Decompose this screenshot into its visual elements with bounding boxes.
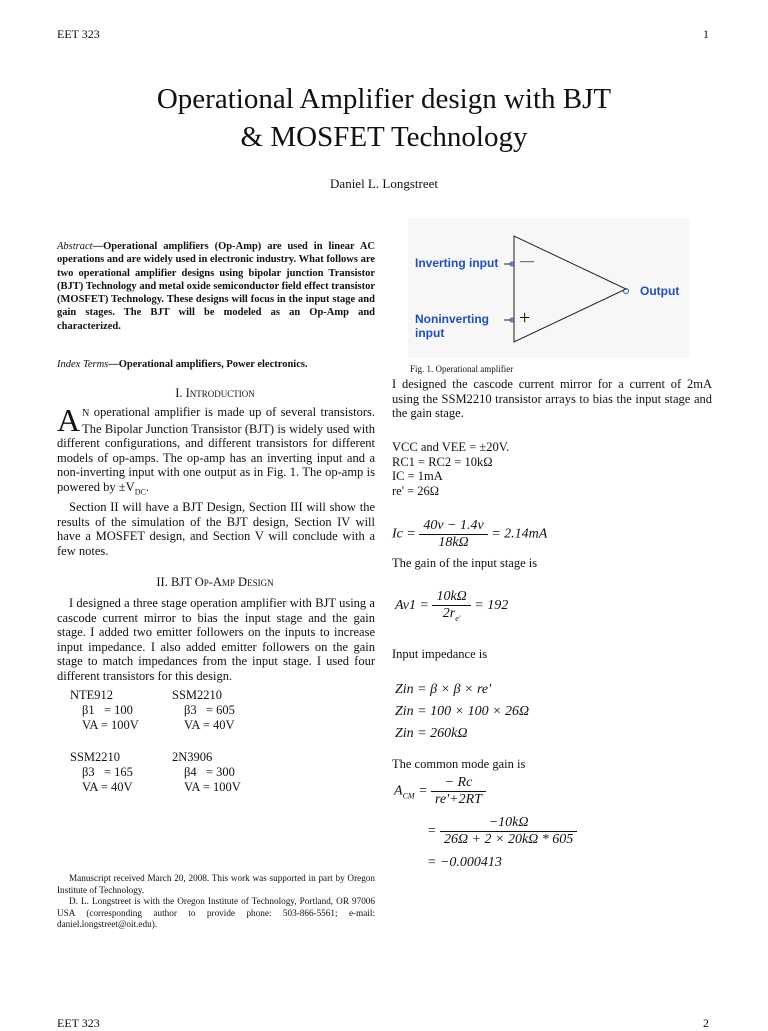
plus-sign: + <box>519 307 531 329</box>
transistor-name: SSM2210 <box>172 688 223 702</box>
noninverting-input-label <box>415 312 489 340</box>
lead-word: N <box>82 408 90 419</box>
acm-lhs: A <box>394 783 403 799</box>
paper-title <box>0 80 768 156</box>
gain-input-text: The gain of the input stage is <box>392 556 538 570</box>
footnote-author: D. L. Longstreet is with the Oregon Institute of Technology, Portland, OR 97006 USA (corresponding author to provide phone: 503-866-5561; e-mail: daniel.longstreet@oit.edu). <box>57 896 375 930</box>
acm-denominator: re'+2RT <box>435 792 482 807</box>
av1-den-text: 2r <box>442 606 456 621</box>
footnote-manuscript: Manuscript received March 20, 2008. This work was supported in part by Oregon Institute of Technology. <box>57 873 375 895</box>
acm-step-2: = $\frac{-10k\Omega}{26\Omega + 2 \times 20k\Omega * 605}$ <box>427 815 577 848</box>
abstract-label: Abstract <box>57 241 93 252</box>
zin-line: Zin = 260kΩ <box>395 726 468 741</box>
transistor-block <box>70 688 180 733</box>
minus-sign: — <box>520 254 534 269</box>
transistor-name: NTE912 <box>70 688 114 702</box>
av1-equation <box>395 589 508 623</box>
para-end: . <box>145 479 149 494</box>
av1-den-subscript: e' <box>455 613 461 623</box>
ic-numerator: 40v − 1.4v <box>419 518 487 535</box>
section-1-para-2: Section II will have a BJT Design, Section III will show the results of the simulation of the BJT design, Section IV will have a MOSFET design, and Section V will conclude with a few notes. <box>57 500 375 558</box>
index-terms <box>57 358 375 371</box>
acm-equation <box>394 775 486 808</box>
av1-denominator <box>432 606 470 623</box>
transistor-beta: β3 = 165 <box>82 765 133 779</box>
output-label: Output <box>640 284 680 298</box>
title-line-1: Operational Amplifier design with BJT <box>156 83 612 115</box>
given-line: IC = 1mA <box>392 469 443 484</box>
zin-line: Zin = 100 × 100 × 26Ω <box>395 704 530 719</box>
acm2-numerator: −10kΩ <box>440 815 577 832</box>
right-para-1: I designed the cascode current mirror for a current of 2mA using the SSM2210 transistor arrays to bias the input stage and the gain stage. <box>392 377 712 421</box>
section-1-para-1: operational amplifier is made up of several transistors. The Bipolar Junction Transistor (BJT) is widely used with different configurations, and different transistors for different models of op-amps. The op-amp has an inverting input and a non-inverting input with one output as in Fig. 1. The op-amp is powered by ±V <box>57 405 375 494</box>
transistor-beta: β3 = 605 <box>184 703 235 717</box>
given-line: VCC and VEE = ±20V. <box>392 440 510 454</box>
transistor-block <box>172 750 282 795</box>
section-2-para-1: I designed a three stage operation amplifier with BJT using a cascode current mirror to bias the input stage and the gain stage. I added two emitter followers on the inputs to increase input impedance. I also added emitter followers on the gain stage to match impedances from the input stage. I used four different transistors for this design. <box>57 596 375 683</box>
inverting-input-label: Inverting input <box>415 256 499 270</box>
common-mode-text: The common mode gain is <box>392 757 526 771</box>
figure-caption: Fig. 1. Operational amplifier <box>410 364 514 374</box>
zin-equations <box>395 679 529 745</box>
input-impedance-text: Input impedance is <box>392 647 488 661</box>
drop-cap: A <box>57 402 81 438</box>
index-terms-label: Index Terms <box>57 359 109 370</box>
zin-line: Zin = β × β × re' <box>395 682 492 697</box>
next-page-header: EET 323 <box>57 1016 100 1030</box>
acm-fraction <box>431 775 486 808</box>
acm-equals: = <box>418 783 428 799</box>
abstract-text: —Operational amplifiers (Op-Amp) are used in linear AC operations and are widely used in electronic industry. What follows are two operational amplifier designs using bipolar junction Transistor (BJT) Technology and metal oxide semiconductor field effect transistor (MOSFET) Technology. These designs will focus in the input stage and gain stages. The BJT will be modeled as an Op-Amp and characterized. <box>57 241 375 332</box>
transistor-va: VA = 40V <box>82 780 133 794</box>
transistor-name: 2N3906 <box>172 750 213 764</box>
av1-lhs: Av1 = <box>395 598 429 614</box>
acm2-denominator: 26Ω + 2 × 20kΩ * 605 <box>443 832 574 847</box>
given-line: re' = 26Ω <box>392 483 440 498</box>
noninverting-label-line-1: Noninverting <box>415 312 489 326</box>
page-number: 1 <box>703 27 709 41</box>
running-header: EET 323 <box>57 27 100 41</box>
vdc-subscript: DC <box>134 487 146 497</box>
acm-numerator: − Rc <box>431 775 486 792</box>
index-terms-text: —Operational amplifiers, Power electronics. <box>108 359 308 370</box>
footnote <box>57 873 375 931</box>
given-values <box>392 440 712 498</box>
section-2-heading <box>50 575 380 590</box>
acm2-fraction <box>440 815 577 848</box>
av1-numerator: 10kΩ <box>432 589 470 606</box>
next-page-number: 2 <box>703 1016 709 1030</box>
av1-result: = 192 <box>474 598 509 614</box>
acm-subscript: CM <box>402 791 415 801</box>
acm-result: = −0.000413 <box>427 855 502 870</box>
ic-lhs: Ic = <box>392 526 416 542</box>
transistor-va: VA = 100V <box>82 718 139 732</box>
given-line: RC1 = RC2 = 10kΩ <box>392 454 493 469</box>
transistor-name: SSM2210 <box>70 750 121 764</box>
title-line-2: & MOSFET Technology <box>240 121 528 153</box>
av1-fraction <box>432 589 470 623</box>
ic-fraction <box>419 518 487 551</box>
noninverting-label-line-2: input <box>415 326 445 340</box>
transistor-beta: β1 = 100 <box>82 703 133 717</box>
transistor-block <box>172 688 282 733</box>
transistor-block <box>70 750 180 795</box>
ic-result: = 2.14mA <box>491 526 548 542</box>
transistor-va: VA = 100V <box>184 780 241 794</box>
author-name: Daniel L. Longstreet <box>330 176 438 191</box>
section-2-heading-text: II. BJT Op-Amp Design <box>156 575 274 589</box>
ic-denominator: 18kΩ <box>438 535 469 550</box>
transistor-va: VA = 40V <box>184 718 235 732</box>
section-1-body <box>57 402 375 558</box>
ic-equation <box>392 518 547 551</box>
transistor-beta: β4 = 300 <box>184 765 235 779</box>
figure-op-amp <box>408 218 690 358</box>
section-1-heading: I. Introduction <box>175 386 255 400</box>
abstract <box>57 240 375 333</box>
